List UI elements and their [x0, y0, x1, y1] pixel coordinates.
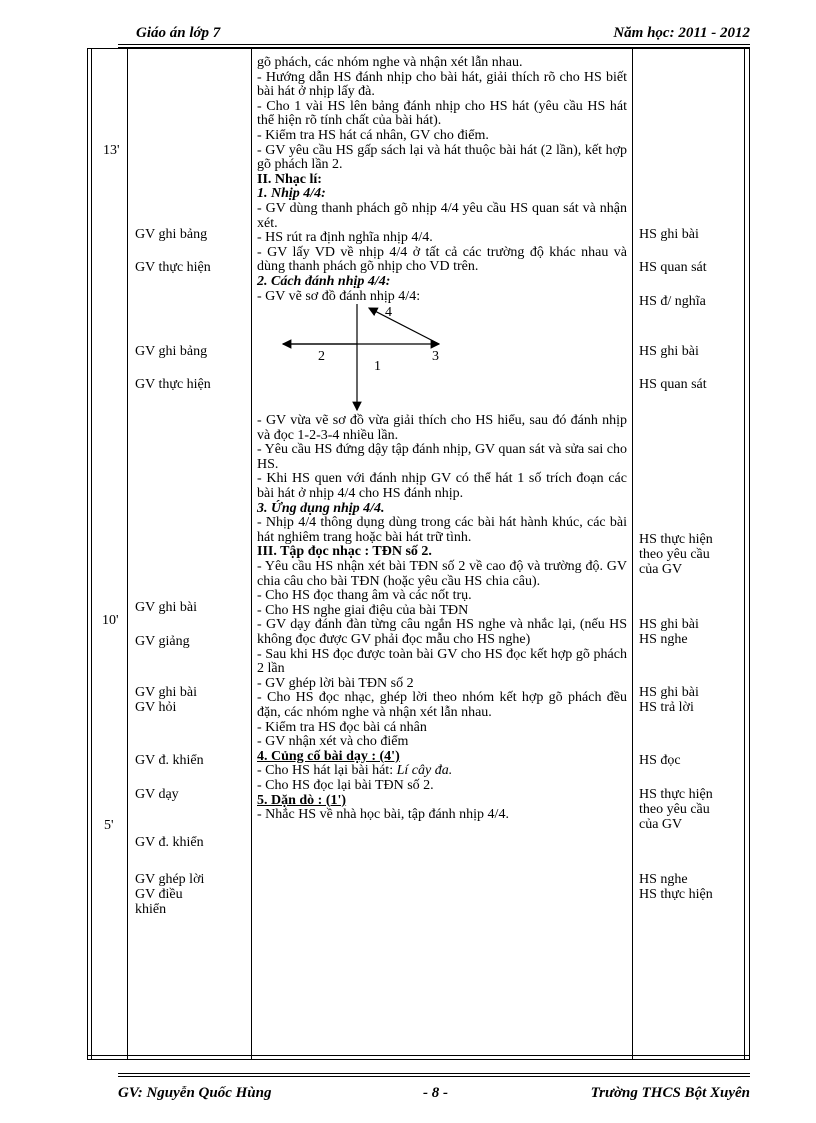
student-activity: theo yêu cầu [639, 802, 710, 817]
header-right: Năm học: 2011 - 2012 [613, 25, 750, 41]
student-activity: của GV [639, 562, 683, 577]
paragraph: - GV dạy đánh đàn từng câu ngắn HS nghe và nhắc lại, (nếu HS không đọc được GV phải đọc mẫu cho HS nghe) [257, 617, 627, 647]
beat-4-label: 4 [385, 305, 392, 321]
student-activity: theo yêu cầu [639, 547, 710, 562]
student-activity: HS quan sát [639, 377, 707, 392]
teacher-activity: GV thực hiện [135, 377, 211, 392]
student-activity: HS ghi bài [639, 344, 699, 359]
section-heading: II. Nhạc lí: [257, 171, 322, 187]
paragraph: - GV yêu cầu HS gấp sách lại và hát thuộc bài hát (2 lần), kết hợp gõ phách lần 2. [257, 142, 627, 173]
conducting-diagram [257, 304, 627, 414]
paragraph: - GV dùng thanh phách gõ nhịp 4/4 yêu cầu HS quan sát và nhận xét. [257, 200, 627, 231]
beat-2-label: 2 [318, 349, 325, 365]
page-number: - 8 - [423, 1085, 448, 1101]
time-cell: 5' [104, 818, 114, 833]
header-left: Giáo án lớp 7 [136, 25, 221, 41]
paragraph: - Yêu cầu HS đứng dậy tập đánh nhịp, GV quan sát và sửa sai cho HS. [257, 442, 627, 472]
paragraph: - GV lấy VD về nhịp 4/4 ở tất cả các trường độ khác nhau và dùng thanh phách gõ nhịp cho VD trên. [257, 244, 627, 275]
time-cell: 13' [103, 143, 120, 158]
teacher-activity: GV đ. khiển [135, 835, 204, 850]
footer-teacher: GV: Nguyễn Quốc Hùng [118, 1085, 272, 1101]
student-activity: HS ghi bài [639, 617, 699, 632]
teacher-activity: GV giảng [135, 634, 190, 649]
table-divider-2 [251, 48, 252, 1060]
subsection-heading: 2. Cách đánh nhịp 4/4: [257, 273, 391, 289]
beat-1-label: 1 [374, 359, 381, 375]
footer-school: Trường THCS Bột Xuyên [590, 1085, 750, 1101]
paragraph: - GV nhận xét và cho điểm [257, 734, 409, 750]
student-activity: HS trả lời [639, 700, 694, 715]
teacher-activity: GV ghép lời [135, 872, 205, 887]
paragraph: - Cho HS đọc lại bài TĐN số 2. [257, 777, 434, 793]
paragraph: - Nhịp 4/4 thông dụng dùng trong các bài hát hành khúc, các bài hát nghiêm trang hoặc bài hát trữ tình. [257, 515, 627, 545]
paragraph: - GV vẽ sơ đồ đánh nhịp 4/4: [257, 288, 421, 304]
paragraph: - Kiểm tra HS đọc bài cá nhân [257, 719, 427, 735]
student-activity: HS ghi bài [639, 227, 699, 242]
teacher-activity: khiển [135, 902, 167, 917]
student-activity: của GV [639, 817, 683, 832]
paragraph: - Yêu cầu HS nhận xét bài TĐN số 2 về cao độ và trường độ. GV chia câu cho bài TĐN (hoặc yêu cầu HS chia câu). [257, 559, 627, 589]
paragraph: - Kiểm tra HS hát cá nhân, GV cho điểm. [257, 127, 489, 143]
paragraph: - HS rút ra định nghĩa nhịp 4/4. [257, 230, 433, 246]
beat-4-arrow [369, 308, 439, 344]
table-border-inner-right [744, 48, 745, 1060]
paragraph: - Cho HS nghe giai điệu của bài TĐN [257, 602, 469, 618]
table-bottom-rule [87, 1055, 750, 1056]
paragraph: - GV ghép lời bài TĐN số 2 [257, 675, 414, 691]
table-divider-3 [632, 48, 633, 1060]
lesson-content [257, 56, 627, 823]
student-activity: HS ghi bài [639, 685, 699, 700]
paragraph: - Hướng dẫn HS đánh nhịp cho bài hát, giải thích rõ cho HS biết bài hát ở nhịp lấy đà. [257, 69, 627, 100]
student-activity: HS thực hiện [639, 887, 713, 902]
teacher-activity: GV ghi bài [135, 685, 197, 700]
beat-3-label: 3 [432, 349, 439, 365]
teacher-activity: GV ghi bảng [135, 344, 208, 359]
paragraph: - Sau khi HS đọc được toàn bài GV cho HS đọc kết hợp gõ phách 2 lần [257, 646, 627, 677]
song-title: Lí cây đa. [396, 763, 453, 779]
table-divider-1 [127, 48, 128, 1060]
footer-rule-2 [118, 1076, 750, 1077]
header-rule [118, 44, 750, 45]
subsection-heading: 1. Nhịp 4/4: [257, 186, 326, 202]
teacher-activity: GV hỏi [135, 700, 177, 715]
student-activity: HS đ/ nghĩa [639, 294, 706, 309]
section-heading: 5. Dặn dò : (1') [257, 792, 347, 808]
teacher-activity: GV đ. khiển [135, 753, 204, 768]
student-activity: HS quan sát [639, 260, 707, 275]
teacher-activity: GV dạy [135, 787, 179, 802]
section-heading: 4. Củng cố bài dạy : (4') [257, 748, 400, 764]
student-activity: HS nghe [639, 872, 688, 887]
teacher-activity: GV thực hiện [135, 260, 211, 275]
subsection-heading: 3. Ứng dụng nhịp 4/4. [257, 500, 385, 516]
table-border-inner-left [91, 48, 92, 1060]
paragraph: - Cho HS đọc nhạc, ghép lời theo nhóm kết hợp gõ phách đều đặn, các nhóm nghe và nhận xét lẫn nhau. [257, 690, 627, 720]
page-footer [118, 1073, 750, 1113]
section-heading: III. Tập đọc nhạc : TĐN số 2. [257, 544, 432, 560]
student-activity: HS nghe [639, 632, 688, 647]
paragraph [257, 764, 627, 779]
student-activity: HS thực hiện [639, 532, 713, 547]
paragraph: - Cho HS đọc thang âm và các nốt trụ. [257, 588, 472, 604]
student-activity: HS đọc [639, 753, 681, 768]
teacher-activity: GV ghi bài [135, 600, 197, 615]
paragraph: - GV vừa vẽ sơ đồ vừa giải thích cho HS hiểu, sau đó đánh nhịp và đọc 1-2-3-4 nhiều lần. [257, 413, 627, 443]
time-cell: 10' [102, 613, 119, 628]
paragraph: gõ phách, các nhóm nghe và nhận xét lẫn nhau. [257, 55, 523, 70]
paragraph-text: - Cho HS hát lại bài hát: [257, 763, 397, 779]
page-header [118, 22, 750, 48]
footer-rule [118, 1073, 750, 1074]
paragraph: - Nhắc HS về nhà học bài, tập đánh nhịp 4/4. [257, 807, 509, 823]
paragraph: - Cho 1 vài HS lên bảng đánh nhịp cho HS hát (yêu cầu HS hát thể hiện rõ tính chất của bài hát). [257, 98, 627, 129]
student-activity: HS thực hiện [639, 787, 713, 802]
teacher-activity: GV điều [135, 887, 183, 902]
paragraph: - Khi HS quen với đánh nhịp GV có thể hát 1 số trích đoạn các bài hát ở nhịp 4/4 cho HS đánh nhịp. [257, 471, 627, 502]
teacher-activity: GV ghi bảng [135, 227, 208, 242]
